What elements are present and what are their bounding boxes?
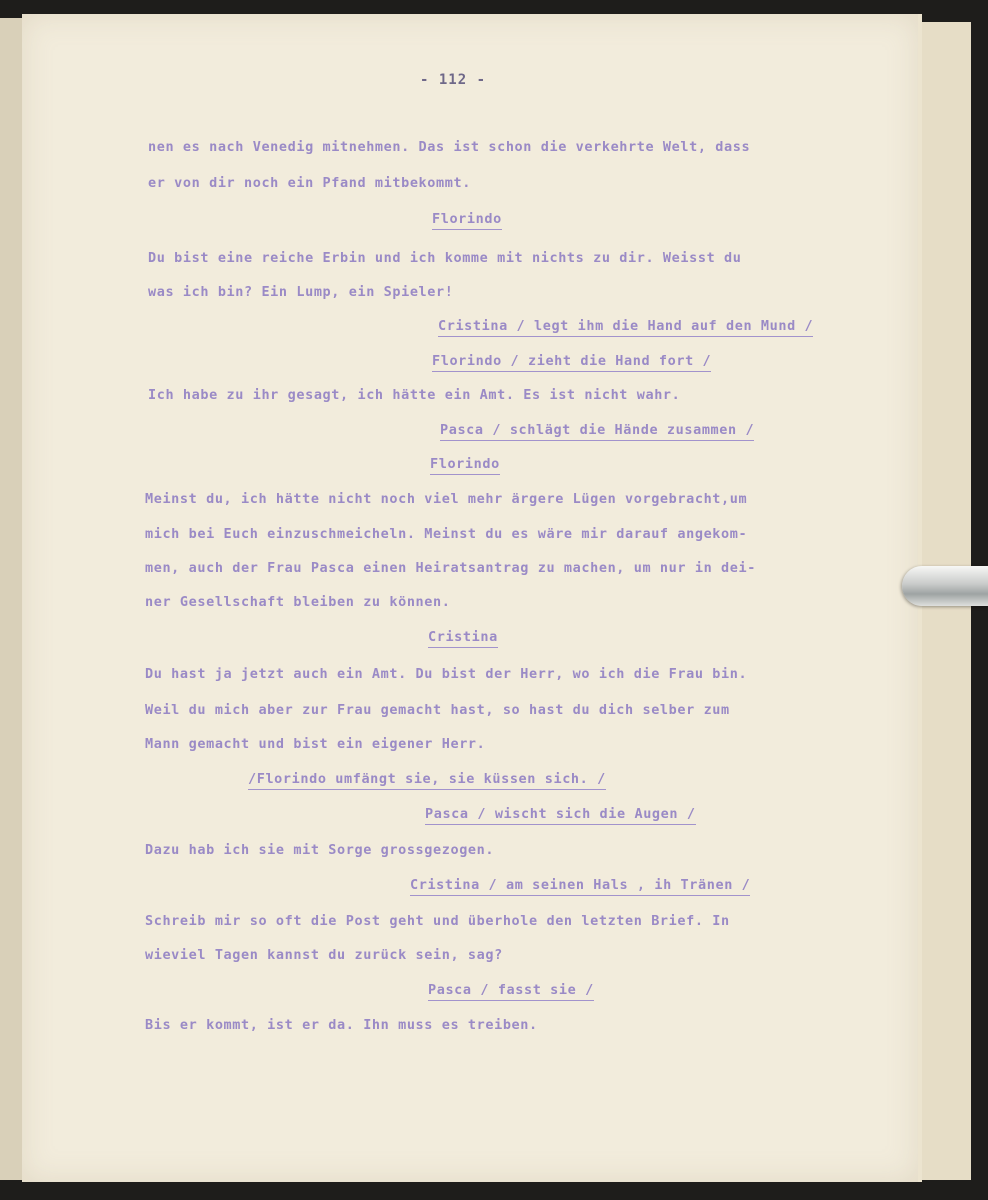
speaker-heading: Florindo bbox=[432, 210, 502, 230]
text-line: Bis er kommt, ist er da. Ihn muss es treiben. bbox=[145, 1017, 538, 1033]
text-line: Schreib mir so oft die Post geht und überhole den letzten Brief. In bbox=[145, 913, 730, 929]
speaker-heading: Cristina bbox=[428, 628, 498, 648]
text-line: Mann gemacht und bist ein eigener Herr. bbox=[145, 736, 486, 752]
stage-direction: Pasca / schlägt die Hände zusammen / bbox=[440, 421, 754, 441]
text-line: Du bist eine reiche Erbin und ich komme mit nichts zu dir. Weisst du bbox=[148, 250, 742, 266]
stage-direction: /Florindo umfängt sie, sie küssen sich. / bbox=[248, 770, 606, 790]
text-line: Weil du mich aber zur Frau gemacht hast, so hast du dich selber zum bbox=[145, 702, 730, 718]
text-line: Meinst du, ich hätte nicht noch viel mehr ärgere Lügen vorgebracht,um bbox=[145, 491, 748, 507]
stage-direction: Pasca / fasst sie / bbox=[428, 981, 594, 1001]
stage-direction: Cristina / legt ihm die Hand auf den Mund / bbox=[438, 317, 813, 337]
text-line: Ich habe zu ihr gesagt, ich hätte ein Amt. Es ist nicht wahr. bbox=[148, 387, 681, 403]
stage-direction: Florindo / zieht die Hand fort / bbox=[432, 352, 711, 372]
page-number: - 112 - bbox=[420, 72, 487, 88]
text-line: mich bei Euch einzuschmeicheln. Meinst du es wäre mir darauf angekom- bbox=[145, 526, 748, 542]
text-line: men, auch der Frau Pasca einen Heiratsantrag zu machen, um nur in dei- bbox=[145, 560, 756, 576]
left-page-edge bbox=[0, 18, 23, 1180]
text-line: nen es nach Venedig mitnehmen. Das ist schon die verkehrte Welt, dass bbox=[148, 139, 751, 155]
binder-clip bbox=[902, 566, 988, 606]
stage-direction: Cristina / am seinen Hals , ih Tränen / bbox=[410, 876, 750, 896]
speaker-heading: Florindo bbox=[430, 455, 500, 475]
text-line: Dazu hab ich sie mit Sorge grossgezogen. bbox=[145, 842, 495, 858]
text-line: ner Gesellschaft bleiben zu können. bbox=[145, 594, 451, 610]
text-line: er von dir noch ein Pfand mitbekommt. bbox=[148, 175, 471, 191]
stage-direction: Pasca / wischt sich die Augen / bbox=[425, 805, 696, 825]
text-line: Du hast ja jetzt auch ein Amt. Du bist der Herr, wo ich die Frau bin. bbox=[145, 666, 748, 682]
text-line: wieviel Tagen kannst du zurück sein, sag? bbox=[145, 947, 503, 963]
text-line: was ich bin? Ein Lump, ein Spieler! bbox=[148, 284, 454, 300]
